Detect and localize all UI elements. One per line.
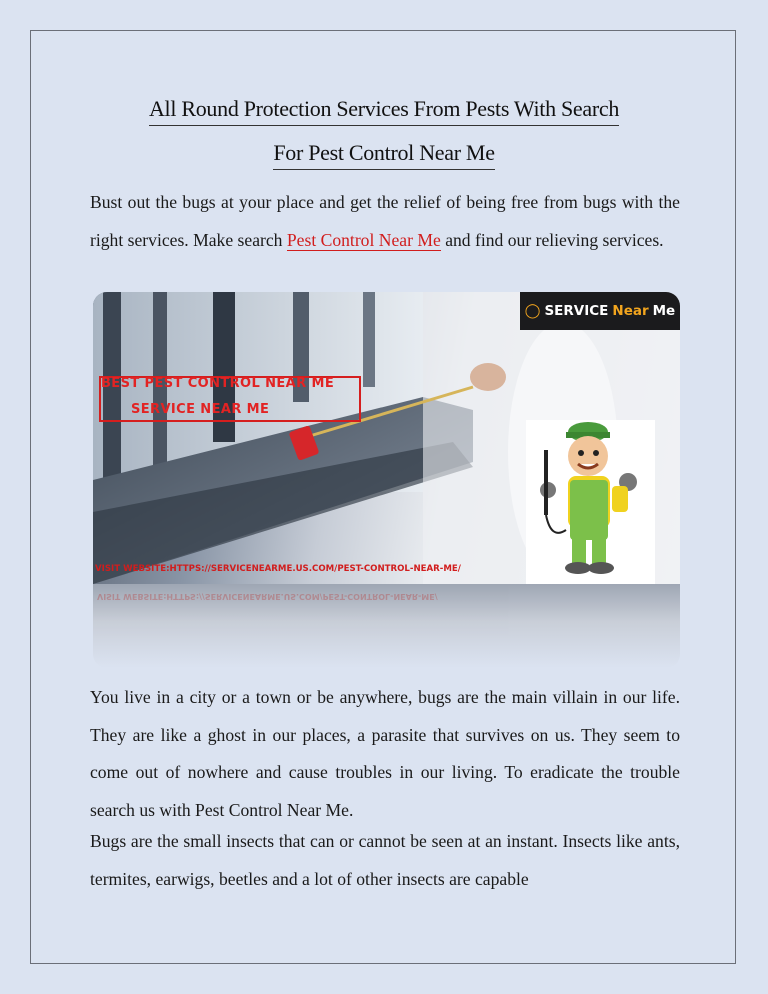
- pest-control-link[interactable]: Pest Control Near Me: [286, 229, 441, 250]
- body-paragraph-2: Bugs are the small insects that can or cannot be seen at an instant. Insects like ants, termites, earwigs, beetles and a lot of other insects are capable: [90, 831, 680, 889]
- document-title-line-1: All Round Protection Services From Pests With Search: [0, 96, 768, 126]
- stamp-line-1: BEST PEST CONTROL NEAR ME: [101, 376, 335, 391]
- intro-paragraph: Bust out the bugs at your place and get the relief of being free from bugs with the right services. Make search Pest Control Near Me and find our relieving services.: [90, 192, 680, 250]
- body-paragraph-1: You live in a city or a town or be anywhere, bugs are the main villain in our life. They are like a ghost in our places, a parasite that survives on us. They seem to come out of nowhere and cause troubles in our living. To eradicate the trouble search us with Pest Control Near Me.: [90, 687, 680, 820]
- exterminator-cartoon: [526, 420, 655, 584]
- document-title-line-2: For Pest Control Near Me: [0, 140, 768, 170]
- pest-control-photo: [93, 292, 680, 584]
- reflection-caption: VISIT WEBSITE:HTTPS://SERVICENEARME.US.COM/PEST-CONTROL-NEAR-ME/: [97, 592, 438, 601]
- visit-website-caption: VISIT WEBSITE:HTTPS://SERVICENEARME.US.COM/PEST-CONTROL-NEAR-ME/: [95, 564, 461, 574]
- stamp-line-2: SERVICE NEAR ME: [131, 402, 270, 417]
- exterminator-cartoon-icon: [526, 420, 655, 584]
- person-pin-icon: ◯: [524, 303, 541, 319]
- photo-reflection: [93, 584, 680, 668]
- brand-badge: ◯ SERVICE Near Me: [520, 292, 680, 330]
